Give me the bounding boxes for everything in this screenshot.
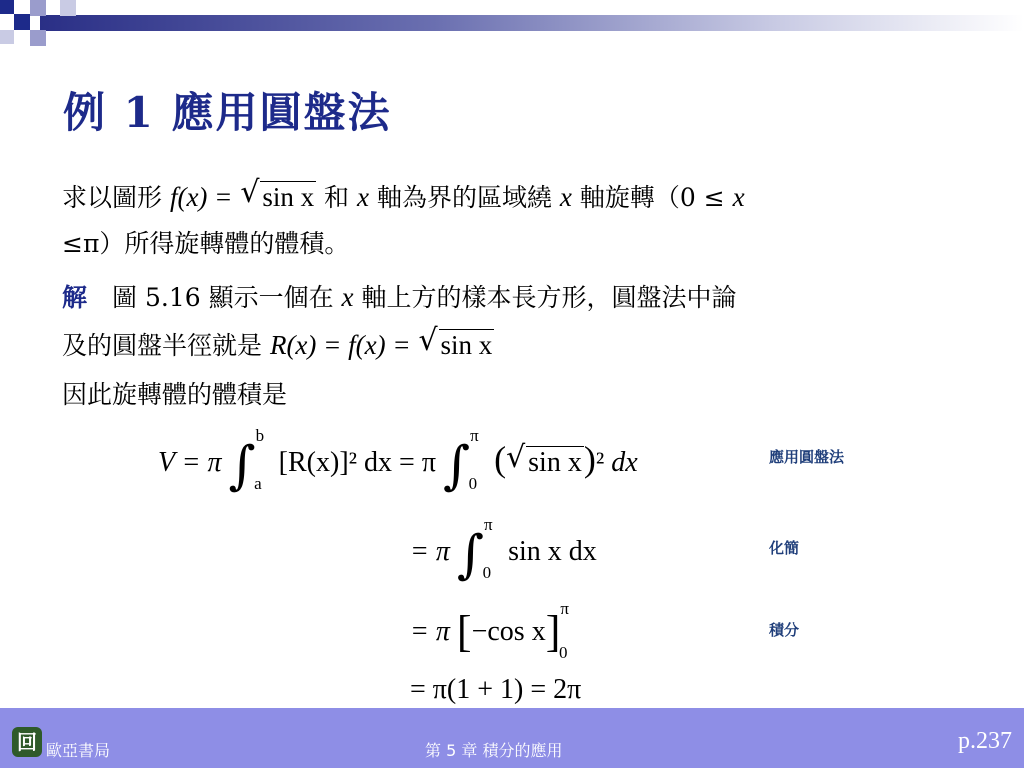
- lower-limit: a: [254, 474, 262, 493]
- problem-text: 求以圖形: [62, 183, 170, 212]
- eq-text: V = π: [158, 447, 222, 478]
- var-x: x: [357, 182, 369, 212]
- upper-limit: π: [484, 515, 493, 534]
- problem-text: 和: [316, 183, 358, 212]
- publisher-name: 歐亞書局: [46, 741, 111, 760]
- equation-4: = π(1 + 1) = 2π: [410, 674, 582, 705]
- page-number: p.237: [958, 728, 1012, 754]
- sqrt-expression: √ sin x: [418, 323, 493, 360]
- chapter-label: 第 5 章 積分的應用: [425, 741, 563, 760]
- note-disk-method: 應用圓盤法: [769, 448, 845, 466]
- decor-square: [60, 0, 76, 16]
- eq-text: = π: [410, 536, 450, 567]
- equation-2: [410, 515, 597, 585]
- slide-title: 例 1 應用圓盤法: [63, 88, 392, 137]
- note-simplify: 化簡: [769, 539, 800, 557]
- upper-limit: π: [470, 426, 479, 445]
- integral-symbol: ∫: [456, 525, 485, 585]
- problem-text: 軸為界的區域繞: [369, 183, 560, 212]
- lower-limit: 0: [558, 643, 568, 662]
- equation-1: V = π ∫$^b_a$ [R(x)]² dx = π ∫$^\pi_0$ ( √ sin x)² dx: [158, 426, 638, 496]
- solution-label: 解: [62, 283, 88, 312]
- header-gradient-bar: [40, 15, 1024, 31]
- eq-text: sin x dx: [508, 536, 597, 567]
- solution-text: 及的圓盤半徑就是: [62, 331, 270, 360]
- sqrt-expression: √ sin x: [506, 440, 582, 478]
- equation-3: = π [−cos x]$^\pi_0$: [410, 599, 569, 662]
- solution-line-1: [62, 282, 736, 313]
- solution-line-3: 因此旋轉體的體積是: [62, 380, 288, 409]
- var-x: x: [341, 282, 354, 312]
- decor-square: [0, 30, 14, 44]
- decor-square: [0, 0, 14, 14]
- var-x: x: [732, 182, 745, 212]
- eq-text: = π: [410, 616, 450, 647]
- integral-symbol: ∫: [228, 436, 256, 496]
- upper-limit: b: [255, 426, 265, 445]
- decor-square: [14, 14, 30, 30]
- solution-text: 軸上方的樣本長方形，圓盤法中論: [353, 283, 737, 312]
- radius-expression: R(x) = f(x) =: [269, 330, 411, 360]
- lower-limit: 0: [482, 563, 492, 582]
- note-integrate: 積分: [769, 621, 800, 639]
- upper-limit: π: [560, 599, 569, 618]
- var-x: x: [559, 182, 572, 212]
- problem-text: 軸旋轉（0 ≤: [571, 183, 733, 212]
- eq-text: [R(x)]² dx = π: [278, 447, 436, 478]
- problem-line-2: ≤π）所得旋轉體的體積。: [62, 229, 350, 258]
- lower-limit: 0: [468, 474, 478, 493]
- header-decoration: [0, 0, 1024, 46]
- publisher-logo: 回: [12, 727, 42, 757]
- decor-square: [30, 30, 46, 46]
- integral-symbol: ∫: [442, 436, 471, 496]
- eq-text: −cos x: [471, 616, 546, 647]
- solution-line-2: [62, 323, 494, 361]
- exponent: ²: [595, 447, 605, 478]
- problem-line-1: [62, 175, 745, 213]
- function-label: f(x) =: [169, 182, 233, 212]
- solution-text: 圖 5.16 顯示一個在: [87, 283, 342, 312]
- decor-square: [30, 0, 46, 16]
- eq-text: dx: [611, 447, 638, 478]
- sqrt-expression: √ sin x: [240, 175, 315, 212]
